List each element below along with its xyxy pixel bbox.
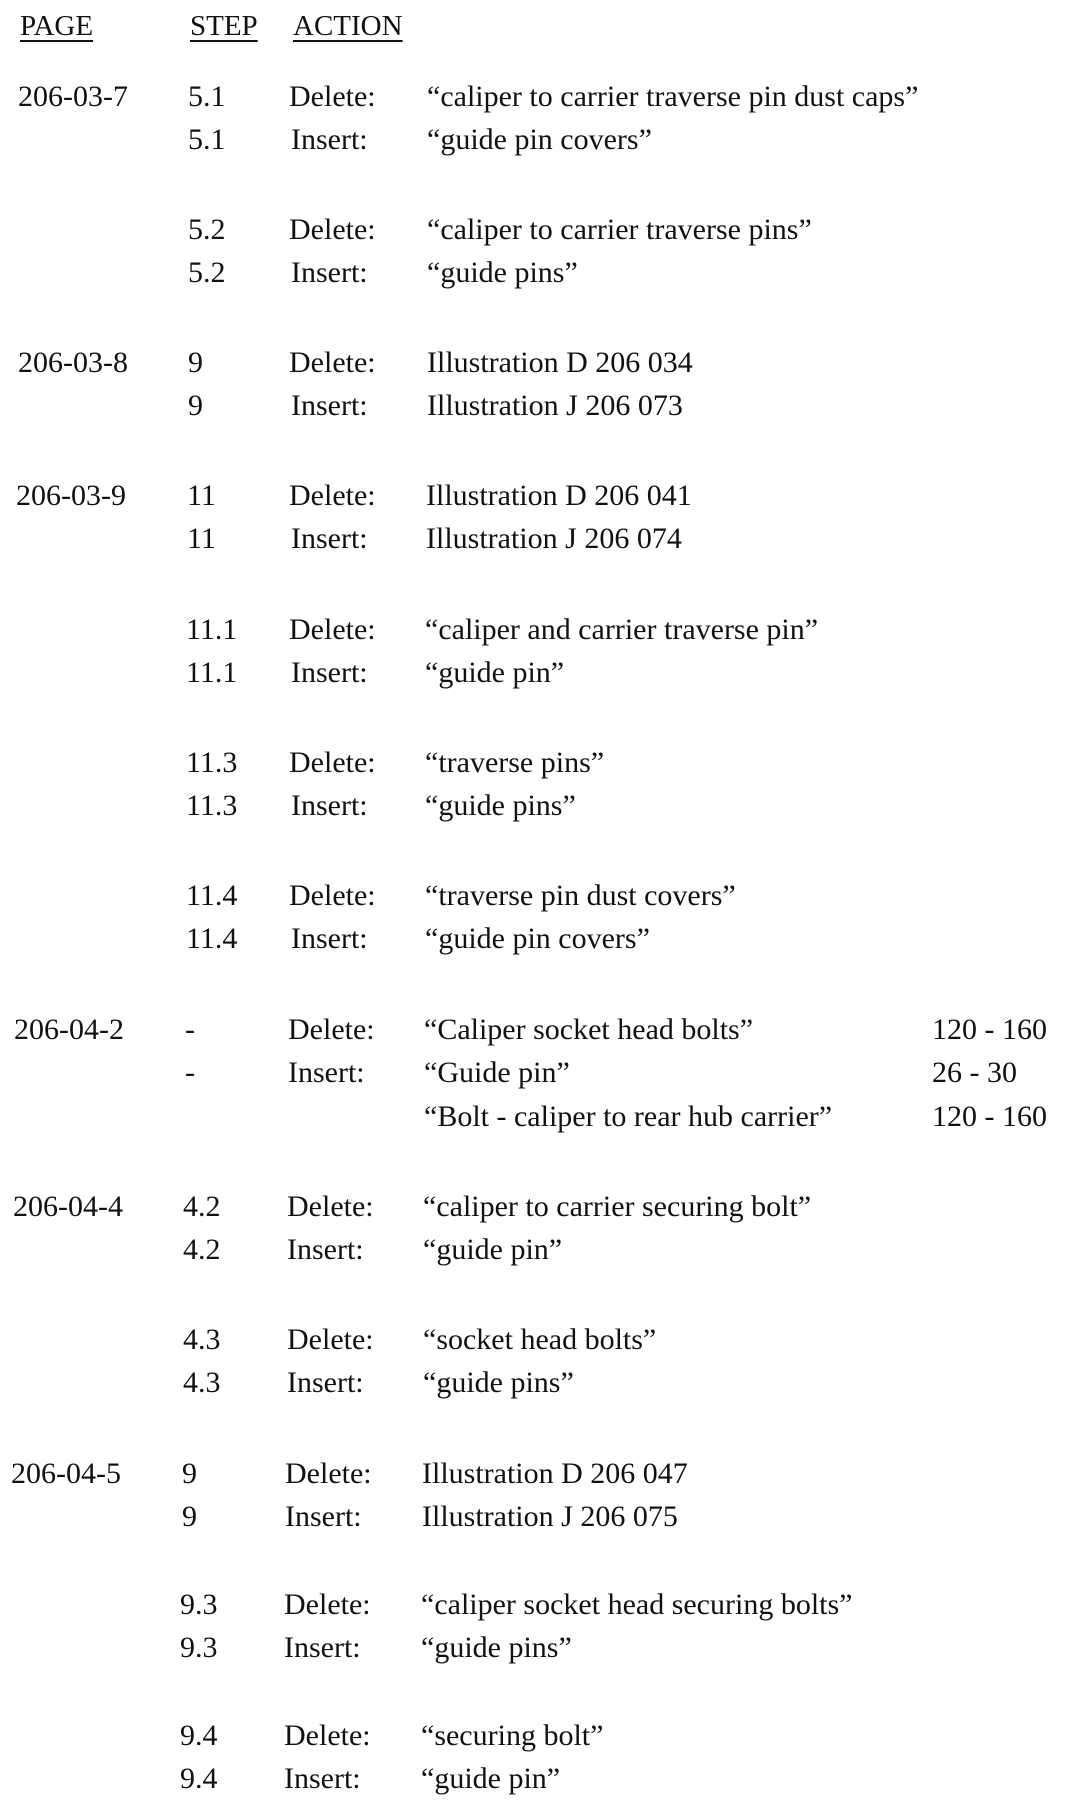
action-text: “caliper to carrier traverse pins” <box>427 213 812 246</box>
action-verb: Delete: <box>289 346 376 379</box>
action-verb: Insert: <box>288 1056 365 1089</box>
torque-value: 120 - 160 <box>932 1100 1047 1133</box>
amendment-row <box>0 1228 1088 1272</box>
step-number: - <box>185 1056 195 1089</box>
action-text: Illustration J 206 075 <box>422 1500 678 1533</box>
step-number: 11 <box>187 522 216 555</box>
action-text: Illustration J 206 073 <box>427 389 683 422</box>
action-text: “caliper to carrier securing bolt” <box>423 1190 812 1223</box>
page-ref: 206-04-4 <box>13 1190 123 1223</box>
step-number: 5.1 <box>188 80 226 113</box>
amendment-row <box>0 1095 1088 1139</box>
amendment-row <box>0 1185 1088 1229</box>
step-number: 11.1 <box>186 613 238 646</box>
page-column-header: PAGE <box>20 10 94 42</box>
step-number: - <box>185 1013 195 1046</box>
step-number: 4.3 <box>183 1366 221 1399</box>
amendment-row <box>0 1361 1088 1405</box>
action-text: “guide pin covers” <box>427 123 652 156</box>
amendment-row <box>0 917 1088 961</box>
action-verb: Delete: <box>289 479 376 512</box>
step-number: 11.4 <box>186 922 238 955</box>
action-verb: Delete: <box>288 1013 375 1046</box>
action-text: “securing bolt” <box>421 1719 604 1752</box>
action-text: “guide pin covers” <box>425 922 650 955</box>
action-text: “Caliper socket head bolts” <box>424 1013 754 1046</box>
step-number: 9.4 <box>180 1762 218 1795</box>
page-ref: 206-03-8 <box>18 346 128 379</box>
page-ref: 206-04-2 <box>14 1013 124 1046</box>
amendment-row <box>0 1008 1088 1052</box>
action-text: “guide pin” <box>425 656 565 689</box>
action-verb: Delete: <box>284 1588 371 1621</box>
amendment-row <box>0 1626 1088 1670</box>
torque-value: 26 - 30 <box>932 1056 1017 1089</box>
step-number: 9.3 <box>180 1631 218 1664</box>
action-text: “caliper socket head securing bolts” <box>421 1588 853 1621</box>
step-number: 9.3 <box>180 1588 218 1621</box>
amendment-row <box>0 118 1088 162</box>
page-ref: 206-03-9 <box>16 479 126 512</box>
action-verb: Insert: <box>284 1762 361 1795</box>
amendment-row <box>0 784 1088 828</box>
step-number: 11.3 <box>186 789 238 822</box>
action-verb: Insert: <box>287 1366 364 1399</box>
torque-value: 120 - 160 <box>932 1013 1047 1046</box>
step-number: 9 <box>188 389 203 422</box>
action-verb: Insert: <box>291 522 368 555</box>
amendment-row <box>0 1051 1088 1095</box>
amendment-row <box>0 1452 1088 1496</box>
action-verb: Insert: <box>285 1500 362 1533</box>
amendment-row <box>0 651 1088 695</box>
action-text: “guide pins” <box>423 1366 574 1399</box>
action-text: “guide pins” <box>425 789 576 822</box>
step-column-header: STEP <box>190 10 258 42</box>
amendment-row <box>0 1583 1088 1627</box>
action-text: “Bolt - caliper to rear hub carrier” <box>424 1100 833 1133</box>
action-verb: Delete: <box>287 1190 374 1223</box>
action-verb: Delete: <box>289 80 376 113</box>
step-number: 11.1 <box>186 656 238 689</box>
amendment-row <box>0 1714 1088 1758</box>
action-text: Illustration D 206 034 <box>427 346 693 379</box>
page-ref: 206-04-5 <box>11 1457 121 1490</box>
action-text: “traverse pins” <box>425 746 605 779</box>
action-verb: Insert: <box>291 389 368 422</box>
amendment-row <box>0 341 1088 385</box>
action-verb: Delete: <box>287 1323 374 1356</box>
page-ref: 206-03-7 <box>18 80 128 113</box>
action-text: “guide pin” <box>423 1233 563 1266</box>
amendment-row <box>0 741 1088 785</box>
amendment-row <box>0 608 1088 652</box>
action-text: “caliper to carrier traverse pin dust caps” <box>427 80 919 113</box>
action-verb: Insert: <box>291 789 368 822</box>
action-verb: Insert: <box>284 1631 361 1664</box>
amendment-row <box>0 1318 1088 1362</box>
step-number: 11.3 <box>186 746 238 779</box>
action-text: “traverse pin dust covers” <box>425 879 736 912</box>
step-number: 4.3 <box>183 1323 221 1356</box>
action-text: “guide pin” <box>421 1762 561 1795</box>
action-text: “guide pins” <box>421 1631 572 1664</box>
amendment-row <box>0 1495 1088 1539</box>
action-text: “caliper and carrier traverse pin” <box>425 613 819 646</box>
amendment-row <box>0 208 1088 252</box>
action-verb: Insert: <box>287 1233 364 1266</box>
amendment-row <box>0 517 1088 561</box>
action-verb: Delete: <box>289 213 376 246</box>
action-text: Illustration J 206 074 <box>426 522 682 555</box>
amendment-row <box>0 75 1088 119</box>
amendment-row <box>0 384 1088 428</box>
amendment-row <box>0 874 1088 918</box>
action-verb: Delete: <box>284 1719 371 1752</box>
action-text: “Guide pin” <box>424 1056 570 1089</box>
step-number: 9 <box>188 346 203 379</box>
step-number: 9 <box>182 1500 197 1533</box>
action-text: Illustration D 206 047 <box>422 1457 688 1490</box>
action-verb: Insert: <box>291 256 368 289</box>
action-verb: Delete: <box>289 613 376 646</box>
amendment-row <box>0 251 1088 295</box>
step-number: 9 <box>182 1457 197 1490</box>
step-number: 5.2 <box>188 256 226 289</box>
action-text: “guide pins” <box>427 256 578 289</box>
action-verb: Delete: <box>289 746 376 779</box>
step-number: 4.2 <box>183 1190 221 1223</box>
action-verb: Insert: <box>291 922 368 955</box>
amendment-row <box>0 474 1088 518</box>
step-number: 5.2 <box>188 213 226 246</box>
action-verb: Delete: <box>289 879 376 912</box>
step-number: 9.4 <box>180 1719 218 1752</box>
step-number: 11 <box>187 479 216 512</box>
action-column-header: ACTION <box>293 10 403 42</box>
step-number: 4.2 <box>183 1233 221 1266</box>
action-verb: Delete: <box>285 1457 372 1490</box>
amendment-row <box>0 1757 1088 1801</box>
step-number: 5.1 <box>188 123 226 156</box>
action-text: Illustration D 206 041 <box>426 479 692 512</box>
action-text: “socket head bolts” <box>423 1323 657 1356</box>
step-number: 11.4 <box>186 879 238 912</box>
action-verb: Insert: <box>291 656 368 689</box>
action-verb: Insert: <box>291 123 368 156</box>
